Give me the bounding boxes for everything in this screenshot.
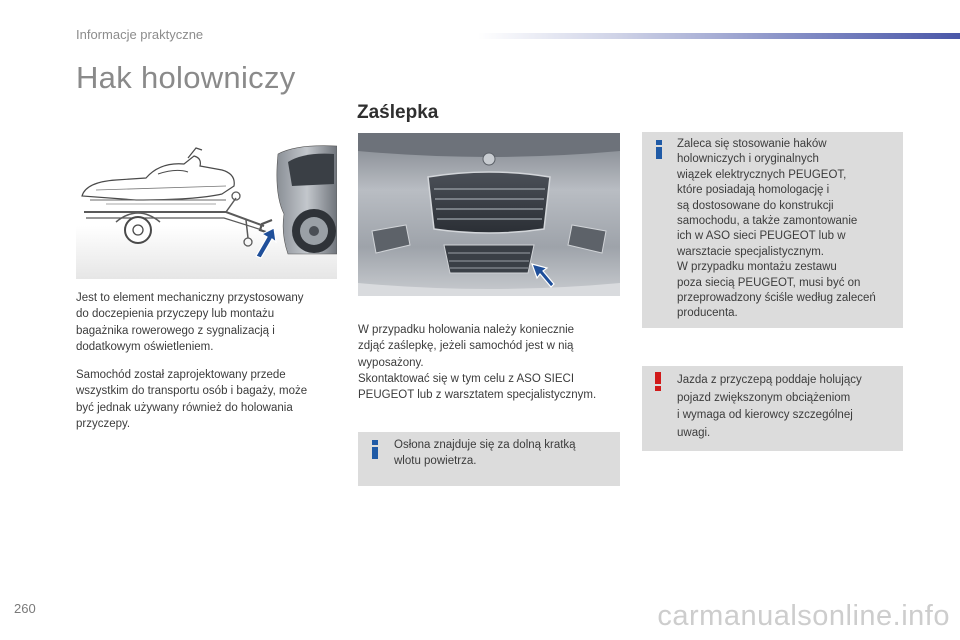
info-icon (656, 140, 662, 159)
warning-box-text: Jazda z przyczepą poddaje holujący pojazd zwiększonym obciążeniom i wymaga od kierowcy szczególnej uwagi. (677, 374, 862, 439)
car-front-grille-photo (358, 133, 620, 296)
section-label: Informacje praktyczne (76, 27, 204, 42)
pointer-arrow-icon (529, 262, 555, 290)
intro-paragraph: Jest to element mechaniczny przystosowany do doczepienia przyczepy lub montażu bagażnika rowerowego z sygnalizacją i dodatkowym oświetleniem. (76, 292, 304, 353)
trailer-jet-ski-illustration (76, 134, 337, 279)
section-heading-zaslepka: Zaślepka (357, 102, 439, 123)
warning-icon (655, 372, 661, 391)
cover-removal-paragraph: W przypadku holowania należy koniecznie zdjąć zaślepkę, jeżeli samochód jest w nią wyposażony. Skontaktować się w tym celu z ASO SIECI PEUGEOT lub z warsztatem specjalistycznym. (358, 324, 597, 402)
info-icon (372, 440, 378, 459)
header-accent-bar (478, 33, 960, 39)
info-box-text: Zaleca się stosowanie haków holowniczych i oryginalnych wiązek elektrycznych PEUGEOT, które posiadają homologację i są dostosowane do konstrukcji samochodu, a także zamontowanie ich w ASO sieci PEUGEOT lub w warsztacie specjalistycznym. W przypadku montażu zestawu poza siecią PEUGEOT, musi być on przeprowadzony ściśle według zaleceń producenta. (677, 138, 876, 320)
pointer-arrow-icon (252, 226, 278, 260)
info-box-cover-location (358, 432, 620, 486)
info-box-recommendation (642, 132, 903, 328)
warning-box-trailer-load (642, 366, 903, 451)
page-title: Hak holowniczy (76, 60, 296, 95)
info-box-text: Osłona znajduje się za dolną kratką wlotu powietrza. (394, 439, 576, 467)
page-number: 260 (14, 601, 36, 616)
usage-paragraph: Samochód został zaprojektowany przede wszystkim do transportu osób i bagaży, może być jednak używany również do holowania przyczepy. (76, 369, 308, 430)
watermark: carmanualsonline.info (657, 600, 950, 632)
